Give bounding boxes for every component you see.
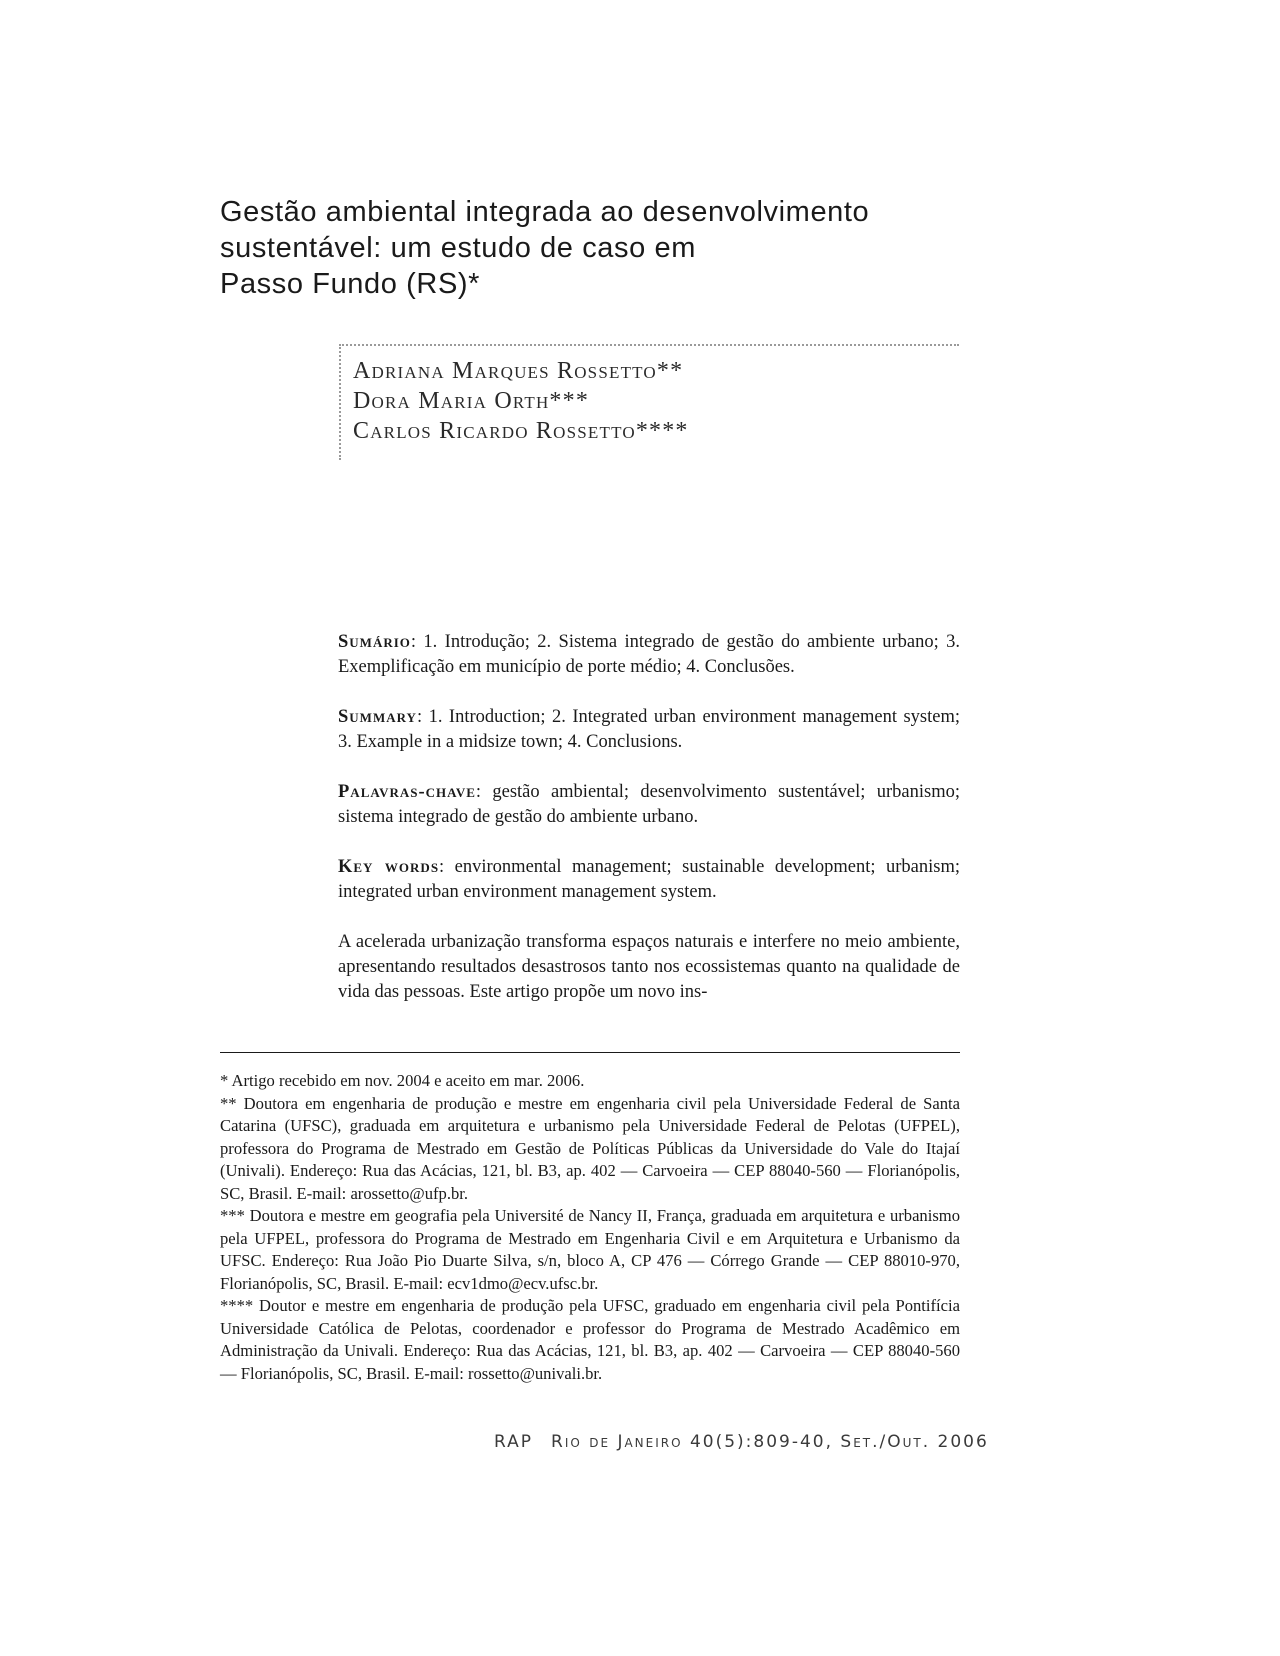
sumario-label: Sumário	[338, 632, 411, 652]
sumario-text: : 1. Introdução; 2. Sistema integrado de gestão do ambiente urbano; 3. Exemplificação em município de porte médio; 4. Conclusões.	[338, 632, 960, 677]
key-words-text: : environmental management; sustainable development; urbanism; integrated urban environment management system.	[338, 857, 960, 902]
footnote-4: **** Doutor e mestre em engenharia de produção pela UFSC, graduado em engenharia civil pela Pontifícia Universidade Católica de Pelotas, coordenador e professor do Programa de Mestrado Acadêmico em Administração da Univali. Endereço: Rua das Acácias, 121, bl. B3, ap. 402 — Carvoeira — CEP 88040-560 — Florianópolis, SC, Brasil. E-mail: rossetto@univali.br.	[220, 1296, 960, 1383]
author-3: Carlos Ricardo Rossetto****	[353, 418, 689, 444]
author-block	[339, 344, 959, 460]
title-line-1: Gestão ambiental integrada ao desenvolvimento	[220, 196, 870, 228]
author-1: Adriana Marques Rossetto**	[353, 358, 684, 384]
journal-abbrev: RAP	[494, 1432, 534, 1452]
palavras-chave-paragraph	[338, 780, 960, 830]
title-line-2: sustentável: um estudo de caso em	[220, 232, 696, 264]
footnote-3: *** Doutora e mestre em geografia pela Université de Nancy II, França, graduada em arquitetura e urbanismo pela UFPEL, professora do Programa de Mestrado em Engenharia Civil e em Arquitetura e Urbanismo da UFSC. Endereço: Rua João Pio Duarte Silva, s/n, bloco A, CP 476 — Córrego Grande — CEP 88010-970, Florianópolis, SC, Brasil. E-mail: ecv1dmo@ecv.ufsc.br.	[220, 1206, 960, 1293]
author-2: Dora Maria Orth***	[353, 388, 590, 414]
article-title	[220, 194, 980, 302]
footnote-rule	[220, 1052, 960, 1053]
journal-citation: Rio de Janeiro 40(5):809-40, Set./Out. 2006	[551, 1432, 989, 1452]
running-footer	[494, 1432, 989, 1452]
summary-label: Summary	[338, 707, 417, 727]
footnotes	[220, 1070, 960, 1385]
footnote-2: ** Doutora em engenharia de produção e mestre em engenharia civil pela Universidade Federal de Santa Catarina (UFSC), graduada em arquitetura e urbanismo pela Universidade Federal de Pelotas (UFPEL), professora do Programa de Mestrado em Gestão de Políticas Públicas da Universidade do Vale do Itajaí (Univali). Endereço: Rua das Acácias, 121, bl. B3, ap. 402 — Carvoeira — CEP 88040-560 — Florianópolis, SC, Brasil. E-mail: arossetto@ufp.br.	[220, 1093, 960, 1203]
palavras-chave-label: Palavras-chave	[338, 782, 476, 802]
summary-text: : 1. Introduction; 2. Integrated urban environment management system; 3. Example in a midsize town; 4. Conclusions.	[338, 707, 960, 752]
footnote-1: * Artigo recebido em nov. 2004 e aceito em mar. 2006.	[220, 1071, 585, 1090]
key-words-label: Key words	[338, 857, 440, 877]
abstract-section	[338, 630, 960, 1030]
palavras-chave-text: : gestão ambiental; desenvolvimento sustentável; urbanismo; sistema integrado de gestão do ambiente urbano.	[338, 782, 960, 827]
sumario-paragraph	[338, 630, 960, 680]
body-paragraph: A acelerada urbanização transforma espaços naturais e interfere no meio ambiente, apresentando resultados desastrosos tanto nos ecossistemas quanto na qualidade de vida das pessoas. Este artigo propõe um novo ins-	[338, 932, 960, 1002]
summary-paragraph	[338, 705, 960, 755]
key-words-paragraph	[338, 855, 960, 905]
title-line-3: Passo Fundo (RS)*	[220, 268, 481, 300]
